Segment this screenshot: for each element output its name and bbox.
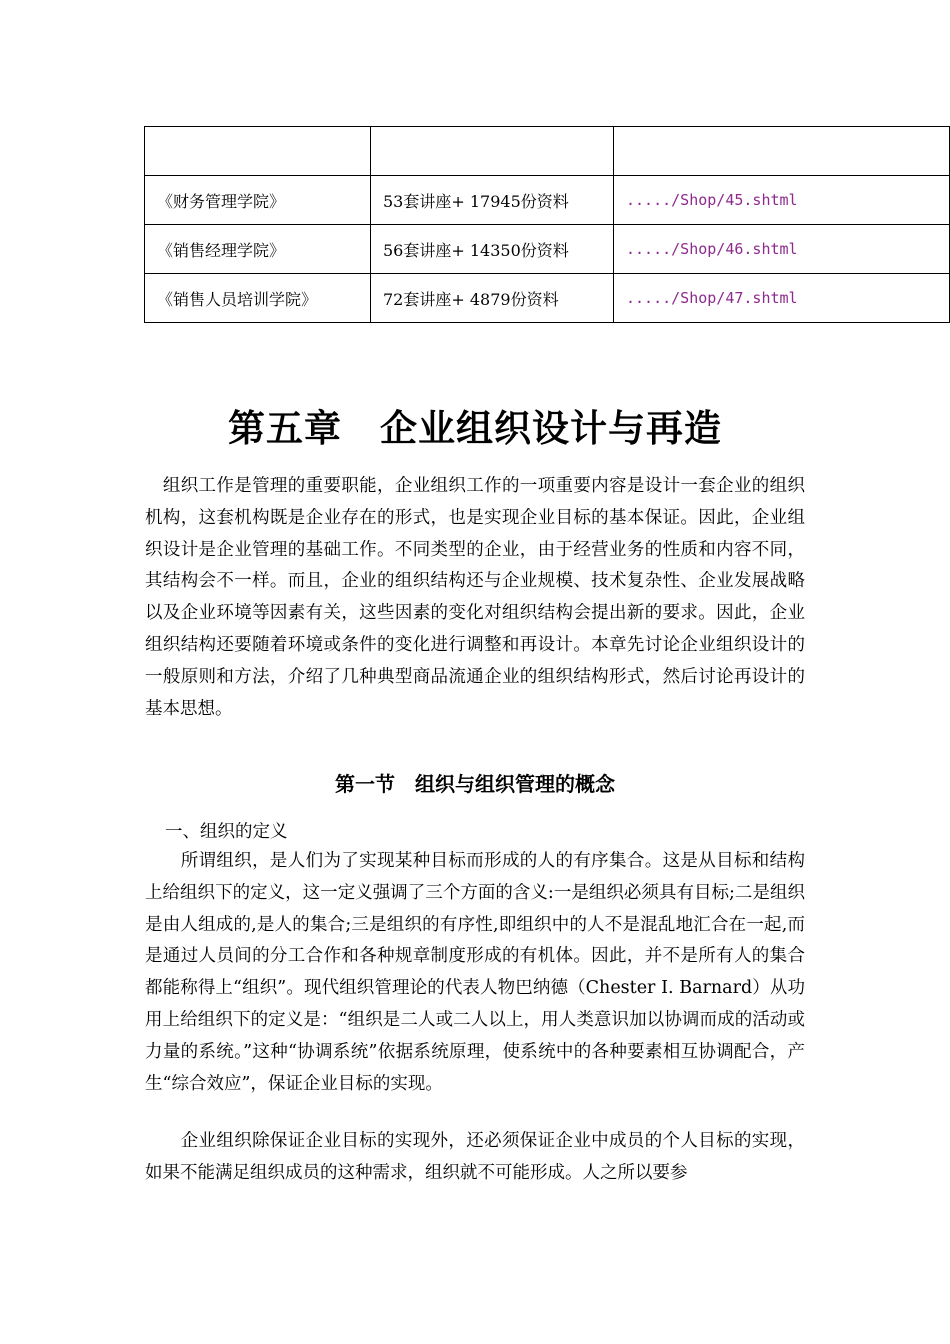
chapter-title: 第五章 企业组织设计与再造 <box>228 407 722 450</box>
course-count: 53套讲座+ 17945份资料 <box>371 176 614 225</box>
table-row <box>145 225 950 274</box>
course-link[interactable]: ...../Shop/47.shtml <box>614 274 950 323</box>
subsection-heading: 一、组织的定义 <box>165 822 288 842</box>
course-name: 《销售人员培训学院》 <box>145 274 371 323</box>
course-name: 《销售经理学院》 <box>145 225 371 274</box>
section-title: 第一节 组织与组织管理的概念 <box>335 772 615 796</box>
course-link[interactable]: ...../Shop/45.shtml <box>614 176 950 225</box>
table-row <box>145 176 950 225</box>
course-link[interactable] <box>614 127 950 176</box>
course-link[interactable]: ...../Shop/46.shtml <box>614 225 950 274</box>
catalog-table <box>144 126 950 323</box>
table-row <box>145 274 950 323</box>
chapter-intro-paragraph: 组织工作是管理的重要职能，企业组织工作的一项重要内容是设计一套企业的组织机构，这套机构既是企业存在的形式，也是实现企业目标的基本保证。因此，企业组织设计是企业管理的基础工作。不同类型的企业，由于经营业务的性质和内容不同，其结构会不一样。而且，企业的组织结构还与企业规模、技术复杂性、企业发展战略以及企业环境等因素有关，这些因素的变化对组织结构会提出新的要求。因此，企业组织结构还要随着环境或条件的变化进行调整和再设计。本章先讨论企业组织设计的一般原则和方法，介绍了几种典型商品流通企业的组织结构形式，然后讨论再设计的基本思想。 <box>145 476 805 719</box>
table-row <box>145 127 950 176</box>
course-count: 56套讲座+ 14350份资料 <box>371 225 614 274</box>
course-count <box>371 127 614 176</box>
individual-goal-paragraph: 企业组织除保证企业目标的实现外，还必须保证企业中成员的个人目标的实现，如果不能满足组织成员的这种需求，组织就不可能形成。人之所以要参 <box>145 1131 805 1183</box>
course-count: 72套讲座+ 4879份资料 <box>371 274 614 323</box>
course-name <box>145 127 371 176</box>
course-name: 《财务管理学院》 <box>145 176 371 225</box>
definition-paragraph: 所谓组织，是人们为了实现某种目标而形成的人的有序集合。这是从目标和结构上给组织下的定义，这一定义强调了三个方面的含义:一是组织必须具有目标;二是组织是由人组成的,是人的集合;三是组织的有序性,即组织中的人不是混乱地汇合在一起,而是通过人员间的分工合作和各种规章制度形成的有机体。因此，并不是所有人的集合都能称得上“组织”。现代组织管理论的代表人物巴纳德（Chester I. Barnard）从功用上给组织下的定义是：“组织是二人或二人以上，用人类意识加以协调而成的活动或力量的系统。”这种“协调系统”依据系统原理，使系统中的各种要素相互协调配合，产生“综合效应”，保证企业目标的实现。 <box>145 851 805 1094</box>
